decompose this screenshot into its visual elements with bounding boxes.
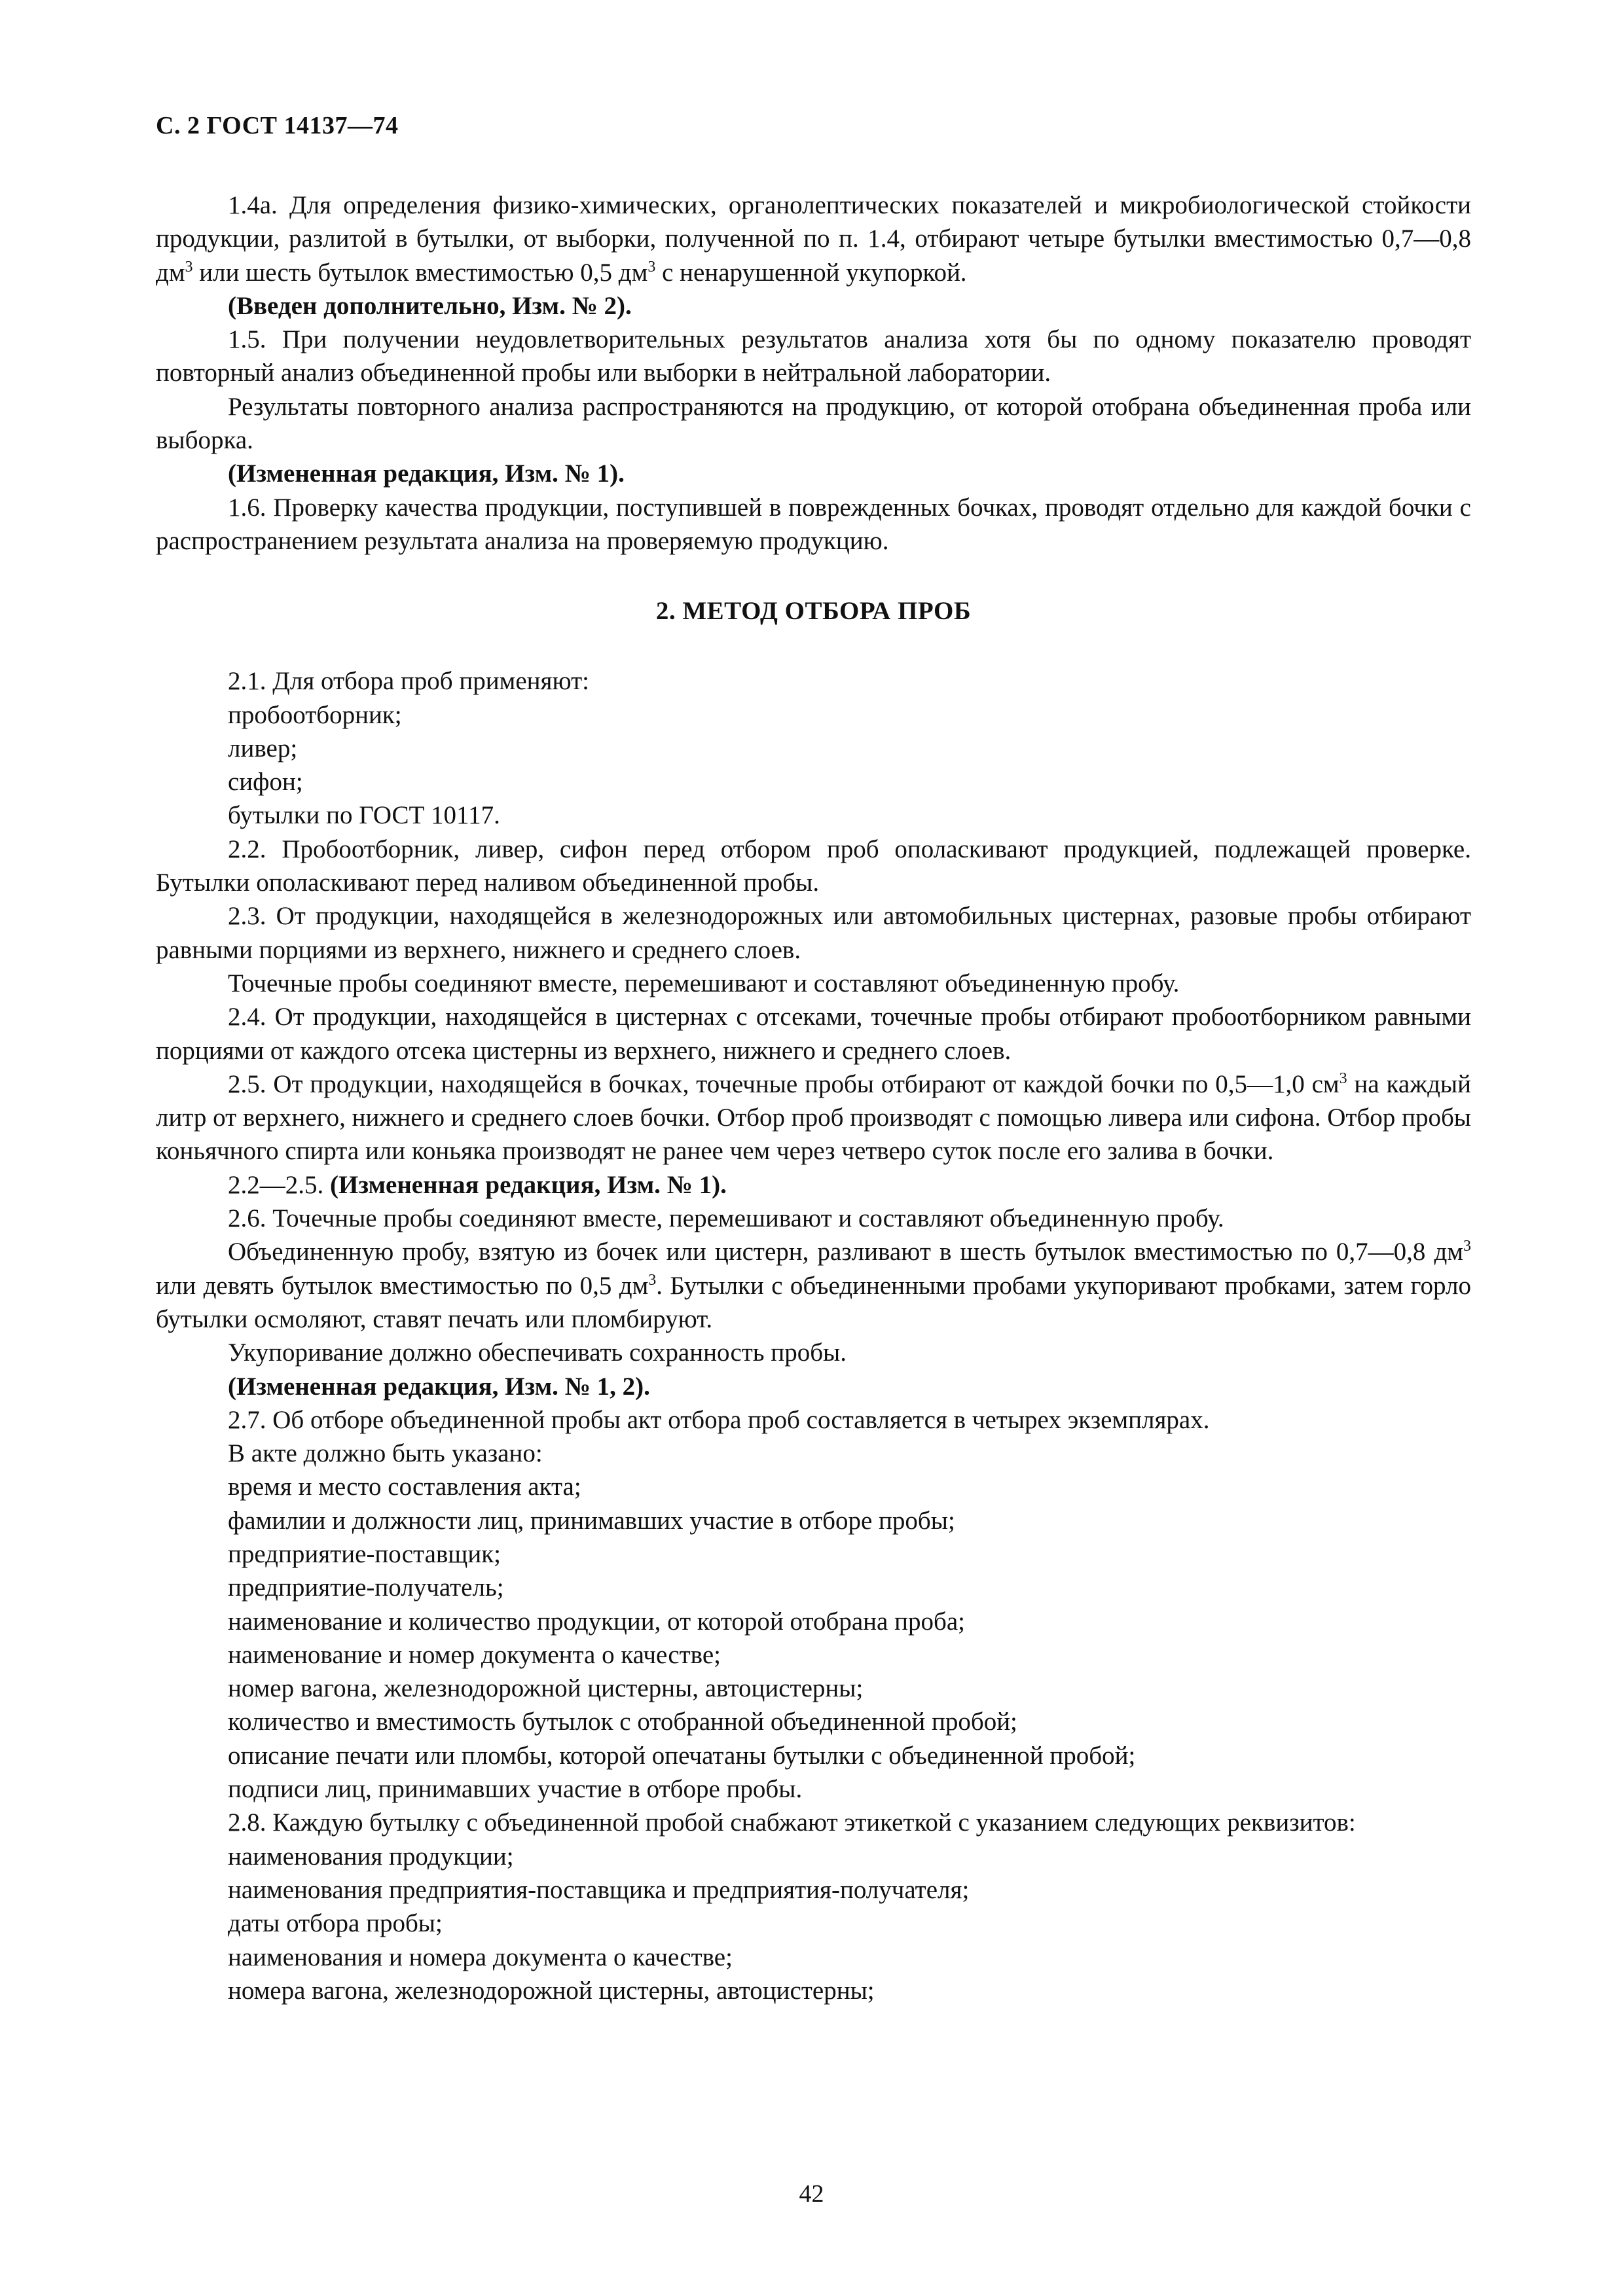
paragraph-2-6-continuation: Объединенную пробу, взятую из бочек или цистерн, разливают в шесть бутылок вместимостью по 0,7—0,8 $дм^3$ или девять бутылок вместимостью по 0,5 $дм^3$. Бутылки с объединенными пробами укупоривают пробками, затем горло бутылки осмоляют, ставят печать или пломбируют. xyxy=(156,1238,1472,1333)
section-2-title: 2. МЕТОД ОТБОРА ПРОБ xyxy=(655,597,972,626)
paragraph-2-4: 2.4. От продукции, находящейся в цистернах с отсеками, точечные пробы отбирают пробоотборником равными порциями от каждого отсека цистерны из верхнего, нижнего и среднего слоев. xyxy=(156,1003,1471,1065)
paragraph-2-7-continuation: В акте должно быть указано: xyxy=(228,1439,543,1468)
list-item: даты отбора пробы; xyxy=(228,1909,443,1938)
paragraph-2-6-sealing: Укупоривание должно обеспечивать сохранность пробы. xyxy=(228,1338,847,1367)
document-body xyxy=(156,188,1471,2007)
list-item: наименования предприятия-поставщика и предприятия-получателя; xyxy=(228,1875,970,1904)
paragraph-1-5: 1.5. При получении неудовлетворительных результатов анализа хотя бы по одному показателю проводят повторный анализ объединенной пробы или выборки в нейтральной лаборатории. xyxy=(156,325,1471,387)
paragraph-2-6: 2.6. Точечные пробы соединяют вместе, перемешивают и составляют объединенную пробу. xyxy=(228,1204,1224,1233)
list-item: подписи лиц, принимавших участие в отборе пробы. xyxy=(228,1775,803,1804)
paragraph-1-6: 1.6. Проверку качества продукции, поступившей в поврежденных бочках, проводят отдельно для каждой бочки с распространением результата анализа на проверяемую продукцию. xyxy=(156,493,1471,555)
paragraph-1-5-continuation: Результаты повторного анализа распространяются на продукцию, от которой отобрана объединенная проба или выборка. xyxy=(156,392,1471,455)
paragraph-2-7: 2.7. Об отборе объединенной пробы акт отбора проб составляется в четырех экземплярах. xyxy=(228,1405,1210,1434)
paragraph-2-3: 2.3. От продукции, находящейся в железнодорожных или автомобильных цистернах, разовые пробы отбирают равными порциями из верхнего, нижнего и среднего слоев. xyxy=(156,902,1471,964)
paragraph-2-8: 2.8. Каждую бутылку с объединенной пробой снабжают этикеткой с указанием следующих реквизитов: xyxy=(228,1808,1356,1837)
paragraph-2-3-continuation: Точечные пробы соединяют вместе, перемешивают и составляют объединенную пробу. xyxy=(228,969,1180,997)
list-item: номера вагона, железнодорожной цистерны, автоцистерны; xyxy=(228,1976,875,2005)
paragraph-1-4a: 1.4а. Для определения физико-химических, органолептических показателей и микробиологической стойкости продукции, разлитой в бутылки, от выборки, полученной по п. 1.4, отбирают четыре бутылки вместимостью 0,7—0,8 $дм^3$ или шесть бутылок вместимостью 0,5 $дм^3$ с ненарушенной укупоркой. xyxy=(156,191,1471,287)
page-number: 42 xyxy=(799,2180,824,2208)
paragraph-2-2: 2.2. Пробоотборник, ливер, сифон перед отбором проб ополаскивают продукцией, подлежащей проверке. Бутылки ополаскивают перед наливом объединенной пробы. xyxy=(156,834,1471,897)
list-item: время и место составления акта; xyxy=(228,1473,581,1501)
list-item: наименования и номера документа о качестве; xyxy=(228,1943,733,1971)
paragraph-2-1: 2.1. Для отбора проб применяют: xyxy=(228,667,589,696)
amendment-note: 2.2—2.5. (Измененная редакция, Изм. № 1). xyxy=(228,1170,727,1199)
list-item: пробоотборник; xyxy=(228,700,402,729)
list-item: предприятие-поставщик; xyxy=(228,1539,501,1568)
list-item: количество и вместимость бутылок с отобранной объединенной пробой; xyxy=(228,1708,1017,1736)
amendment-note: (Измененная редакция, Изм. № 1, 2). xyxy=(228,1372,650,1401)
list-item: наименование и номер документа о качестве; xyxy=(228,1640,721,1669)
list-item: предприятие-получатель; xyxy=(228,1573,504,1602)
list-item: наименования продукции; xyxy=(228,1842,514,1871)
section-gap xyxy=(156,558,1471,584)
amendment-note: (Введен дополнительно, Изм. № 2). xyxy=(228,291,632,320)
list-item: наименование и количество продукции, от которой отобрана проба; xyxy=(228,1607,965,1636)
list-item: ливер; xyxy=(228,734,298,762)
list-item: бутылки по ГОСТ 10117. xyxy=(228,801,500,830)
list-item: описание печати или пломбы, которой опечатаны бутылки с объединенной пробой; xyxy=(228,1741,1136,1770)
page-header: С. 2 ГОСТ 14137—74 xyxy=(156,112,399,139)
amendment-note: (Измененная редакция, Изм. № 1). xyxy=(228,459,625,488)
list-item: фамилии и должности лиц, принимавших участие в отборе пробы; xyxy=(228,1506,955,1535)
paragraph-2-5: 2.5. От продукции, находящейся в бочках, точечные пробы отбирают от каждой бочки по 0,5—1,0 $см^3$ на каждый литр от верхнего, нижнего и среднего слоев бочки. Отбор проб производят с помощью ливера или сифона. Отбор пробы коньячного спирта или коньяка производят не ранее чем через четверо суток после его залива в бочки. xyxy=(156,1069,1471,1166)
list-item: номер вагона, железнодорожной цистерны, автоцистерны; xyxy=(228,1674,864,1703)
list-item: сифон; xyxy=(228,768,303,797)
